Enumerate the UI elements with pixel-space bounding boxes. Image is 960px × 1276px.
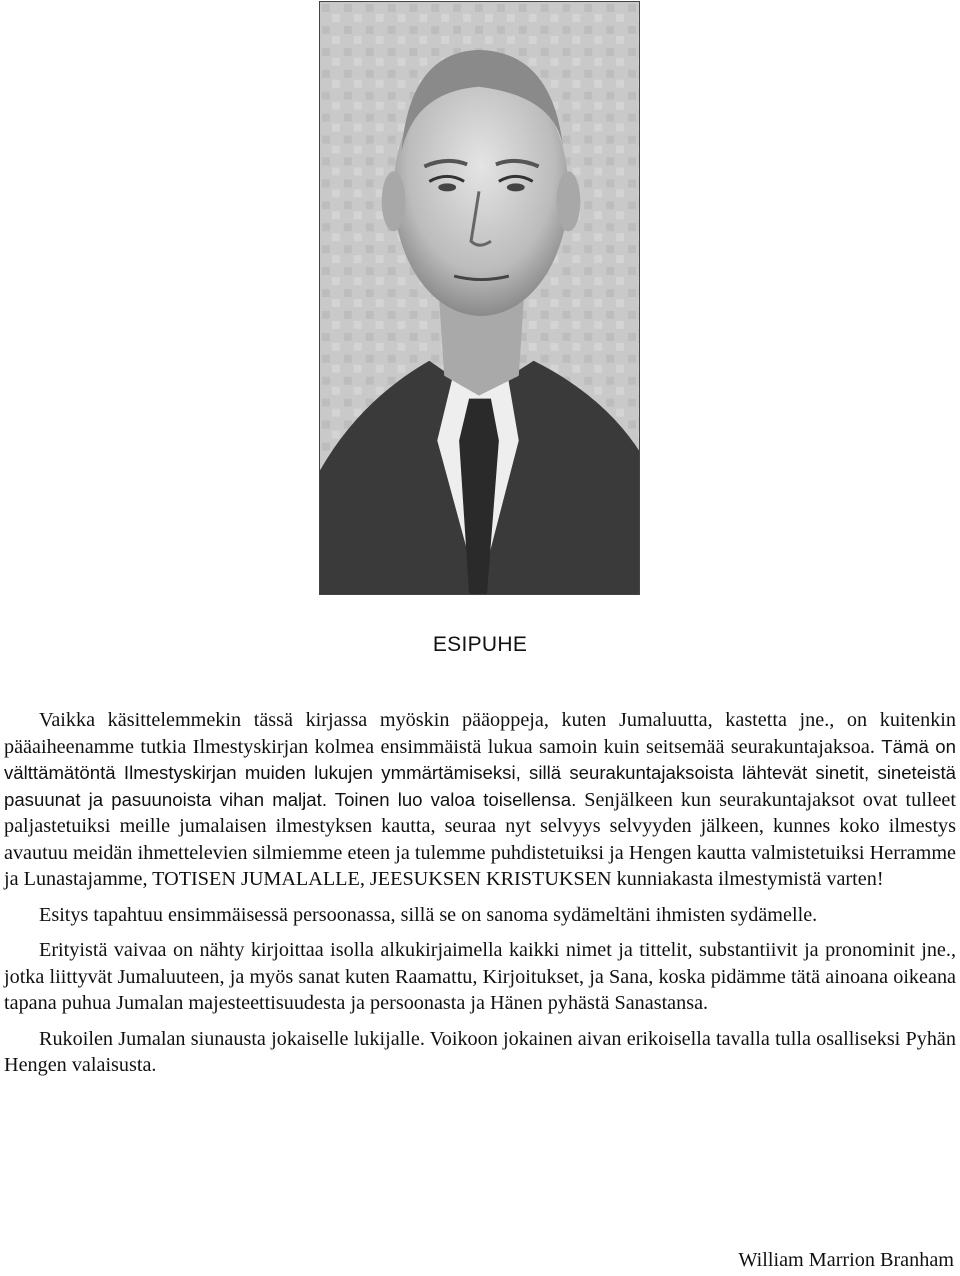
paragraph-4: Rukoilen Jumalan siunausta jokaiselle lukijalle. Voikoon jokainen aivan erikoisella tavalla tulla osalliseksi Pyhän Hengen valaisusta. bbox=[4, 1027, 956, 1076]
author-portrait bbox=[319, 1, 640, 595]
portrait-image bbox=[320, 2, 639, 594]
paragraph-3: Erityistä vaivaa on nähty kirjoittaa isolla alkukirjaimella kaikki nimet ja tittelit, substantiivit ja pronominit jne., jotka liittyvät Jumaluuteen, ja myös sanat kuten Raamattu, Kirjoitukset, ja Sana, koska pidämme tätä ainoana oikeana tapana puhua Jumalan majesteettisuudesta ja persoonasta ja Hänen pyhästä Sanastansa. bbox=[4, 939, 956, 1014]
paragraph-1-part-1: Vaikka käsittelemmekin tässä kirjassa myöskin pääoppeja, kuten Jumaluutta, kastetta jne., on kuitenkin pääaiheenamme tutkia Ilmestyskirjan kolmea ensimmäistä lukua samoin kuin seitsemää seurakuntajaksoa. bbox=[4, 709, 956, 758]
preface-body bbox=[4, 707, 956, 1088]
page-title: ESIPUHE bbox=[432, 633, 528, 656]
signature: William Marrion Branham bbox=[738, 1249, 954, 1271]
paragraph-1-part-2: Tämä on välttämätöntä Ilmestyskirjan muiden lukujen ymmärtämiseksi, sillä seurakuntajaksoista lähtevät sinetit, sineteistä pasuunat ja pasuunoista vihan maljat. Toinen luo valoa toisellensa. bbox=[4, 735, 956, 810]
paragraph-2: Esitys tapahtuu ensimmäisessä persoonassa, sillä se on sanoma sydämeltäni ihmisten sydämelle. bbox=[39, 903, 818, 926]
paragraph-1 bbox=[4, 707, 956, 893]
paragraph-1-part-3: Senjälkeen kun seurakuntajaksot ovat tulleet paljastetuiksi meille jumalaisen ilmestyksen kautta, seuraa nyt selvyys selvyyden jälkeen, kunnes koko ilmestys avautuu meidän ihmettelevien silmiemme eteen ja tulemme puhdistetuiksi ja Hengen kautta valmistetuiksi Herramme ja Lunastajamme, TOTISEN JUMALALLE, JEESUKSEN KRISTUKSEN kunniakasta ilmestymistä varten! bbox=[4, 788, 956, 890]
